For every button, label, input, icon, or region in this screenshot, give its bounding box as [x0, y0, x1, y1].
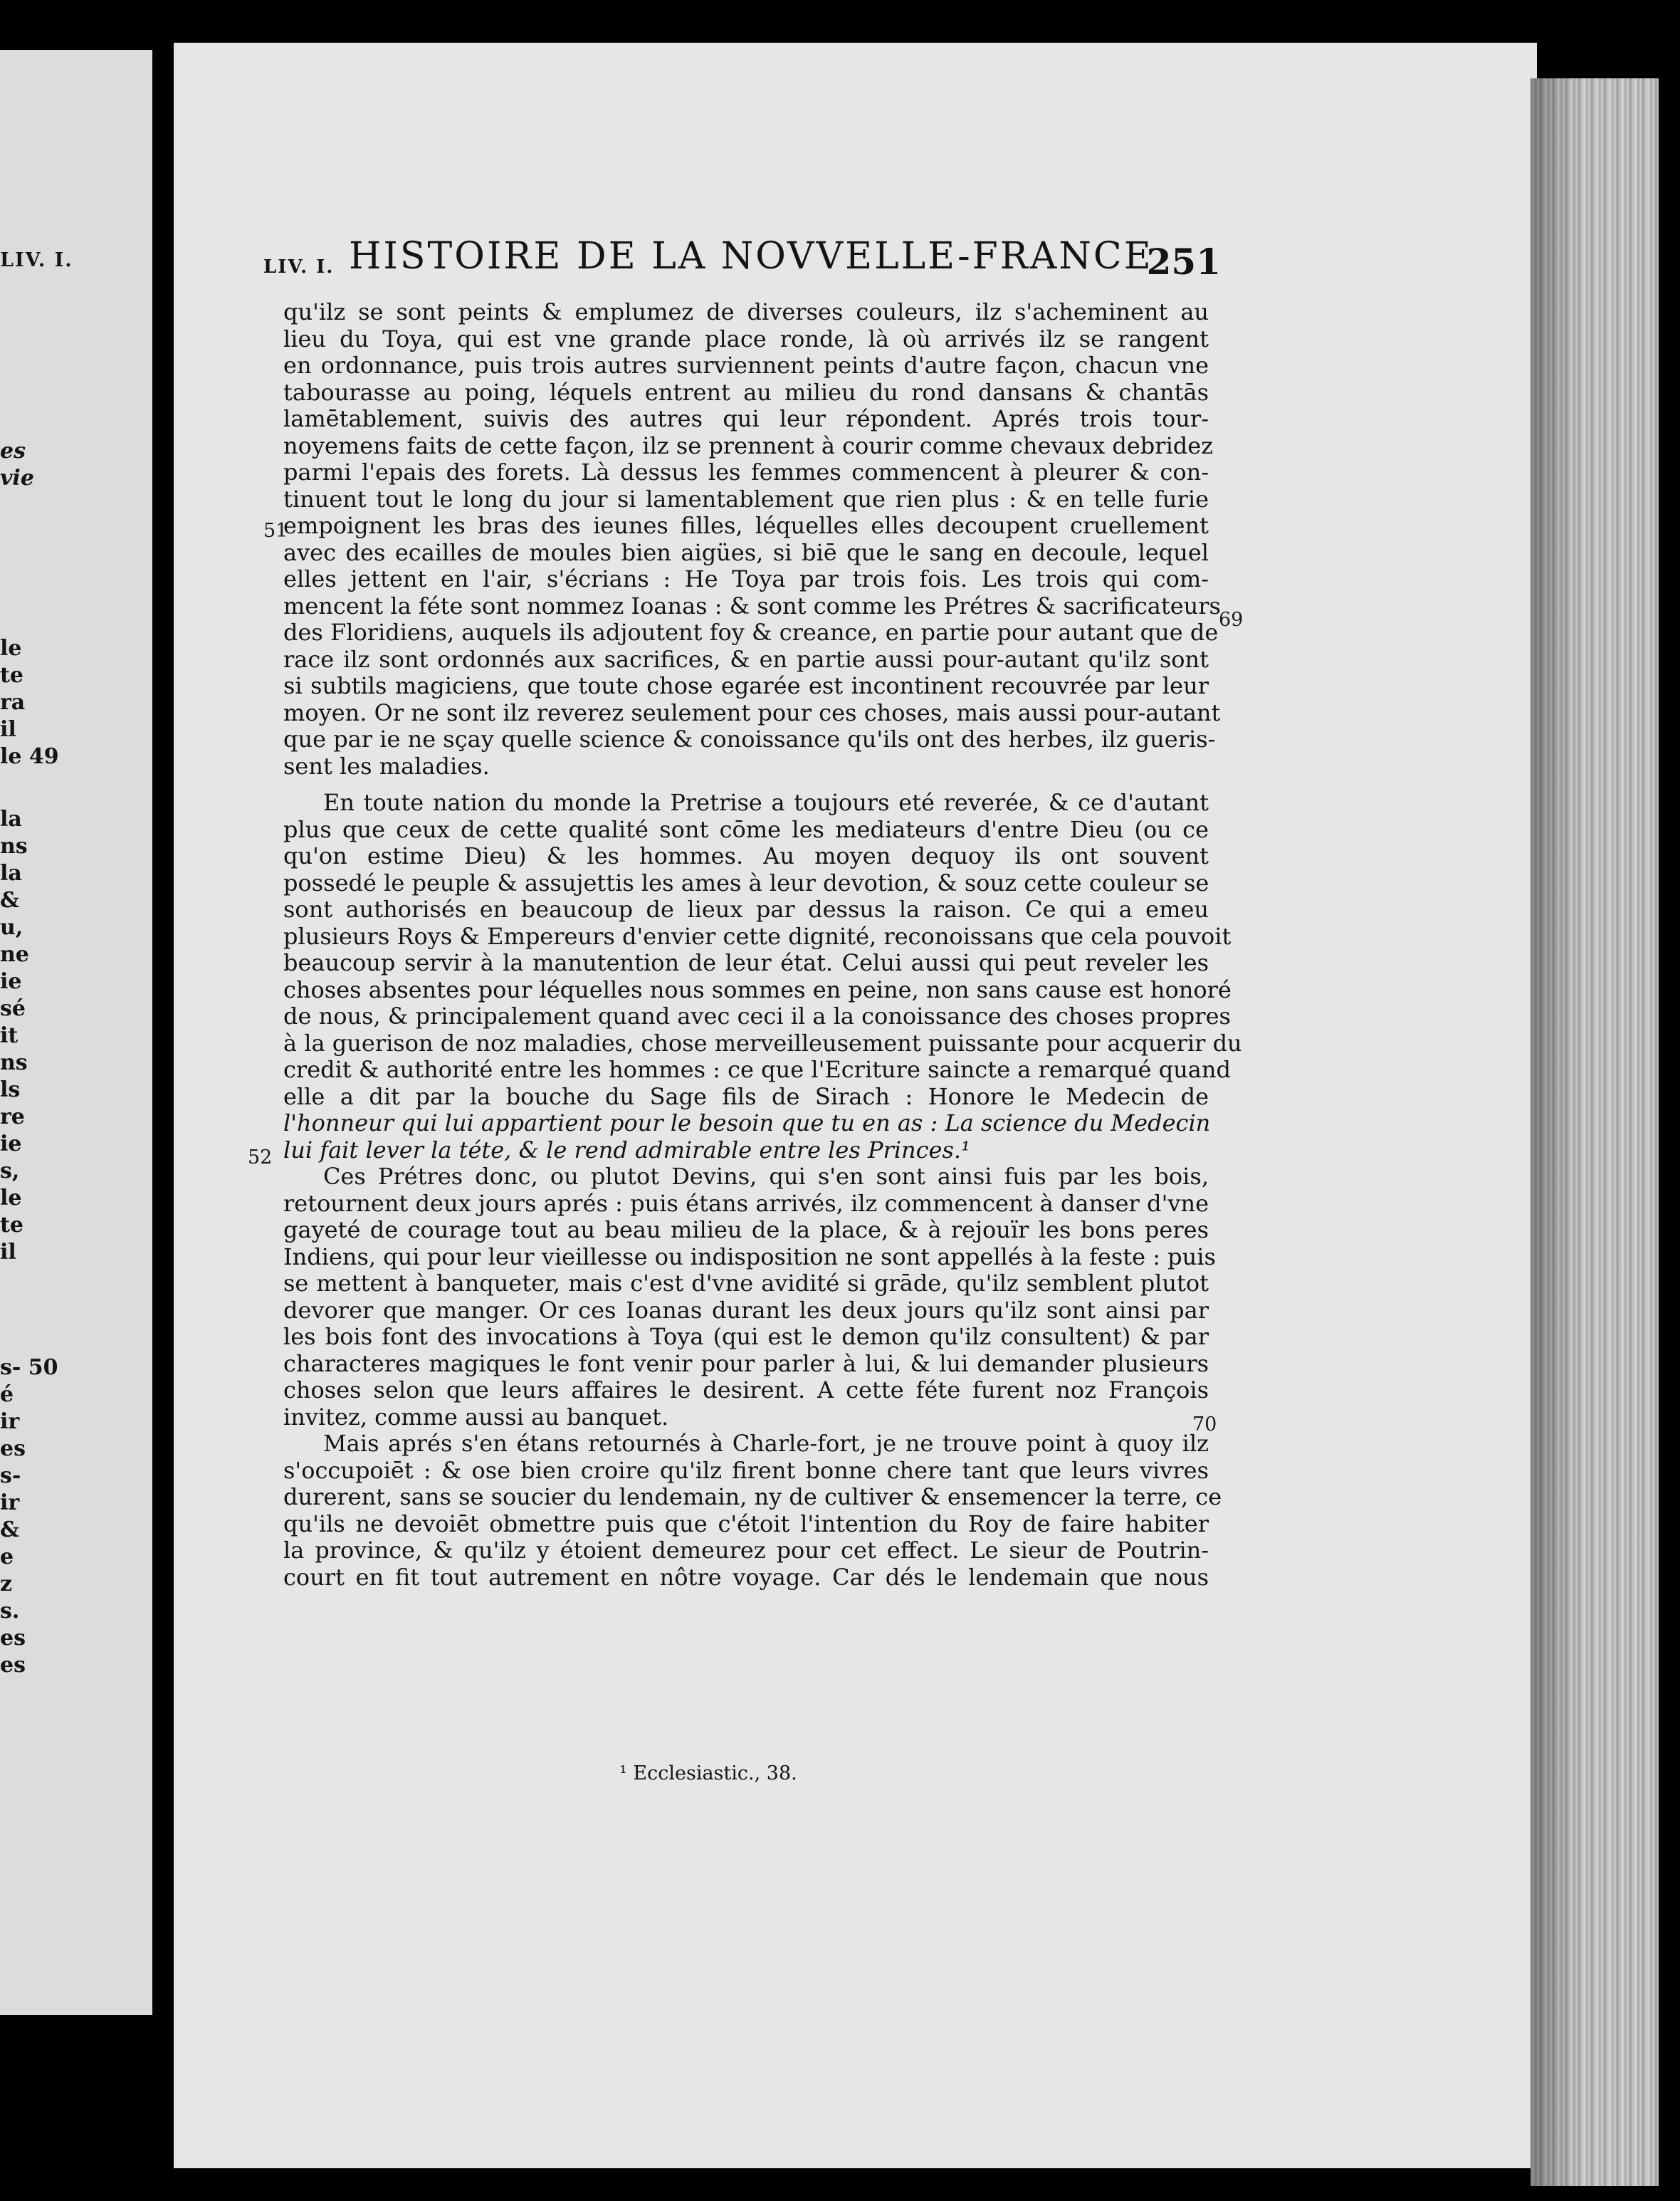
facing-page-fragment: il	[0, 717, 16, 742]
text-line: Mais aprés s'en étans retournés à Charle-fort, je ne trouve point à quoy ilz	[323, 1430, 1209, 1457]
facing-page-fragment: re	[0, 1104, 25, 1129]
fore-edge-shadow	[1531, 78, 1580, 2186]
text-line: court en fit tout autrement en nôtre voyage. Car dés le lendemain que nous	[283, 1563, 1209, 1591]
text-line: parmi l'epais des forets. Là dessus les femmes commencent à pleurer & con-	[283, 459, 1209, 486]
facing-page-fragment: ns	[0, 1050, 28, 1075]
facing-page-fragment: ir	[0, 1409, 20, 1434]
text-line: elles jettent en l'air, s'écrians : He Toya par trois fois. Les trois qui com-	[283, 565, 1209, 592]
facing-page-fragment: te	[0, 1213, 23, 1238]
text-line: si subtils magiciens, que toute chose egarée est incontinent recouvrée par leur	[283, 672, 1209, 699]
text-line: devorer que manger. Or ces Ioanas durant les deux jours qu'ilz sont ainsi par	[283, 1296, 1209, 1324]
text-line: En toute nation du monde la Pretrise a toujours eté reverée, & ce d'autant	[323, 789, 1209, 816]
text-line: sent les maladies.	[283, 752, 490, 780]
text-line: de nous, & principalement quand avec ceci il a la conoissance des choses propres	[283, 1003, 1231, 1030]
text-line: Ces Prétres donc, ou plutot Devins, qui s'en sont ainsi fuis par les bois,	[323, 1163, 1209, 1190]
text-line: avec des ecailles de moules bien aigües, si biē que le sang en decoule, lequel	[283, 538, 1209, 566]
text-line: Indiens, qui pour leur vieillesse ou indisposition ne sont appellés à la feste : puis	[283, 1243, 1216, 1270]
text-line: durerent, sans se soucier du lendemain, ny de cultiver & ensemencer la terre, ce	[283, 1483, 1222, 1510]
text-line: plusieurs Roys & Empereurs d'envier cette dignité, reconoissans que cela pouvoit	[283, 922, 1232, 950]
text-line: en ordonnance, puis trois autres surviennent peints d'autre façon, chacun vne	[283, 352, 1209, 379]
text-line: choses selon que leurs affaires le desirent. A cette féte furent noz François	[283, 1376, 1209, 1403]
text-line: tabourasse au poing, léquels entrent au milieu du rond dansans & chantās	[283, 378, 1209, 406]
facing-page-fragment: le	[0, 1186, 22, 1211]
text-line: se mettent à banqueter, mais c'est d'vne avidité si grāde, qu'ilz semblent plutot	[283, 1270, 1209, 1297]
text-line: sont authorisés en beaucoup de lieux par dessus la raison. Ce qui a emeu	[283, 896, 1209, 923]
book-gutter	[152, 50, 174, 2015]
text-line: possedé le peuple & assujettis les ames à leur devotion, & souz cette couleur se	[283, 869, 1209, 896]
facing-page-fragment: sé	[0, 996, 26, 1021]
text-line: lui fait lever la téte, & le rend admirable entre les Princes.¹	[283, 1136, 970, 1164]
facing-page-fragment: e	[0, 1544, 14, 1569]
text-line: tinuent tout le long du jour si lamentablement que rien plus : & en telle furie	[283, 485, 1209, 513]
text-line: à la guerison de noz maladies, chose merveilleusement puissante pour acquerir du	[283, 1029, 1242, 1057]
facing-page-text-fragments	[0, 50, 152, 2015]
text-line: qu'ilz se sont peints & emplumez de diverses couleurs, ilz s'acheminent au	[283, 298, 1209, 325]
facing-page-fragment: ir	[0, 1490, 20, 1515]
facing-page-fragment: es	[0, 439, 26, 464]
margin-number-69: 69	[1219, 609, 1244, 631]
text-line: moyen. Or ne sont ilz reverez seulement pour ces choses, mais aussi pour-autant	[283, 699, 1221, 726]
facing-page-fragment: s,	[0, 1159, 20, 1183]
page-number: 251	[1146, 241, 1221, 283]
text-line: elle a dit par la bouche du Sage fils de Sirach : Honore le Medecin de	[283, 1082, 1209, 1110]
book-section-label: LIV. I.	[263, 256, 335, 278]
facing-page-fragment: ne	[0, 942, 29, 967]
facing-page-fragment: le 49	[0, 744, 59, 769]
facing-page-fragment: é	[0, 1382, 14, 1407]
facing-page-fragment: ie	[0, 969, 22, 994]
text-line: des Floridiens, auquels ils adjoutent foy & creance, en partie pour autant que de	[283, 619, 1219, 646]
facing-page-fragment: il	[0, 1240, 16, 1265]
text-line: choses absentes pour léquelles nous sommes en peine, non sans cause est honoré	[283, 976, 1232, 1003]
text-line: l'honneur qui lui appartient pour le besoin que tu en as : La science du Medecin	[283, 1109, 1211, 1136]
text-line: mencent la féte sont nommez Ioanas : & sont comme les Prétres & sacrificateurs	[283, 592, 1221, 619]
text-line: gayeté de courage tout au beau milieu de la place, & à rejouïr les bons peres	[283, 1216, 1209, 1243]
facing-page-fragment: s.	[0, 1599, 20, 1624]
text-line: noyemens faits de cette façon, ilz se prennent à courir comme chevaux debridez	[283, 432, 1214, 459]
margin-number-52: 52	[248, 1146, 273, 1169]
facing-page-left	[0, 50, 152, 2015]
facing-page-fragment: vie	[0, 466, 34, 491]
facing-page-fragment: &	[0, 1517, 20, 1542]
text-line: les bois font des invocations à Toya (qui est le demon qu'ilz consultent) & par	[283, 1323, 1209, 1350]
facing-page-fragment: ns	[0, 834, 28, 859]
text-line: characteres magiques le font venir pour parler à lui, & lui demander plusieurs	[283, 1349, 1209, 1377]
facing-page-fragment: u,	[0, 915, 23, 940]
text-line: credit & authorité entre les hommes : ce que l'Ecriture saincte a remarqué quand	[283, 1056, 1231, 1083]
facing-page-header: LIV. I.	[0, 249, 73, 271]
text-line: s'occupoiēt : & ose bien croire qu'ilz firent bonne chere tant que leurs vivres	[283, 1456, 1209, 1484]
text-line: que par ie ne sçay quelle science & conoissance qu'ils ont des herbes, ilz gueris-	[283, 726, 1216, 753]
text-line: plus que ceux de cette qualité sont cōme les mediateurs d'entre Dieu (ou ce	[283, 815, 1209, 843]
text-line: lamētablement, suivis des autres qui leur répondent. Aprés trois tour-	[283, 405, 1209, 432]
facing-page-fragment: es	[0, 1626, 26, 1651]
page-title: HISTOIRE DE LA NOVVELLE-FRANCE	[349, 235, 1153, 278]
text-line: qu'on estime Dieu) & les hommes. Au moyen dequoy ils ont souvent	[283, 842, 1209, 869]
facing-page-fragment: z	[0, 1572, 13, 1596]
running-head	[263, 235, 1221, 292]
text-line: beaucoup servir à la manutention de leur état. Celui aussi qui peut reveler les	[283, 949, 1209, 976]
facing-page-fragment: es	[0, 1653, 26, 1678]
facing-page-fragment: le	[0, 636, 22, 661]
facing-page-fragment: s-	[0, 1463, 21, 1488]
margin-number-70: 70	[1192, 1413, 1217, 1436]
facing-page-fragment: s- 50	[0, 1355, 58, 1380]
text-line: lieu du Toya, qui est vne grande place ronde, là où arrivés ilz se rangent	[283, 325, 1209, 352]
text-line: la province, & qu'ilz y étoient demeurez pour cet effect. Le sieur de Poutrin-	[283, 1537, 1209, 1564]
facing-page-fragment: es	[0, 1436, 26, 1461]
text-line: race ilz sont ordonnés aux sacrifices, & en partie aussi pour-autant qu'ilz sont	[283, 645, 1209, 673]
text-line: invitez, comme aussi au banquet.	[283, 1403, 669, 1431]
facing-page-fragment: te	[0, 663, 23, 688]
text-line: empoignent les bras des ieunes filles, léquelles elles decoupent cruellement	[283, 512, 1209, 539]
facing-page-fragment: ie	[0, 1131, 22, 1156]
footnote: ¹ Ecclesiastic., 38.	[619, 1762, 797, 1784]
facing-page-fragment: ls	[0, 1077, 21, 1102]
text-line: retournent deux jours aprés : puis étans arrivés, ilz commencent à danser d'vne	[283, 1189, 1209, 1217]
facing-page-fragment: la	[0, 807, 22, 832]
facing-page-fragment: la	[0, 861, 22, 886]
text-line: qu'ils ne devoiēt obmettre puis que c'étoit l'intention du Roy de faire habiter	[283, 1510, 1209, 1537]
margin-number-51: 51	[263, 520, 288, 542]
facing-page-fragment: it	[0, 1023, 19, 1048]
facing-page-fragment: &	[0, 888, 20, 913]
facing-page-fragment: ra	[0, 690, 26, 715]
